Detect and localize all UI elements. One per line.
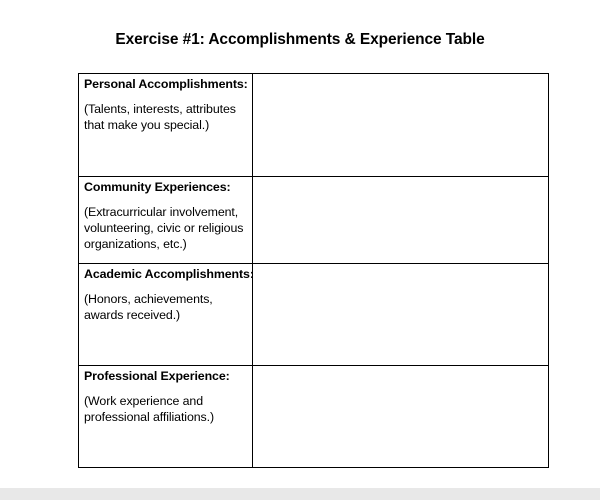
table-row-professional-experience — [79, 366, 549, 468]
row-description: (Talents, interests, attributes that make you special.) — [84, 102, 236, 132]
answer-cell-personal-accomplishments[interactable] — [253, 74, 549, 177]
answer-cell-professional-experience[interactable] — [253, 366, 549, 468]
label-cell — [79, 74, 253, 177]
row-heading: Community Experiences: — [84, 180, 231, 194]
label-cell — [79, 366, 253, 468]
row-heading: Personal Accomplishments: — [84, 77, 248, 91]
row-description: (Honors, achievements, awards received.) — [84, 292, 213, 322]
row-description: (Extracurricular involvement, volunteering, civic or religious organizations, etc.) — [84, 205, 244, 251]
document-title: Exercise #1: Accomplishments & Experience Table — [115, 31, 485, 48]
row-heading: Academic Accomplishments: — [84, 267, 254, 281]
row-heading: Professional Experience: — [84, 369, 230, 383]
row-description: (Work experience and professional affiliations.) — [84, 394, 214, 424]
answer-cell-academic-accomplishments[interactable] — [253, 264, 549, 366]
accomplishments-table — [78, 73, 549, 468]
table-row-community-experiences — [79, 177, 549, 264]
answer-cell-community-experiences[interactable] — [253, 177, 549, 264]
page-bottom-edge — [0, 488, 600, 500]
label-cell — [79, 264, 253, 366]
table-row-academic-accomplishments — [79, 264, 549, 366]
table-row-personal-accomplishments — [79, 74, 549, 177]
label-cell — [79, 177, 253, 264]
